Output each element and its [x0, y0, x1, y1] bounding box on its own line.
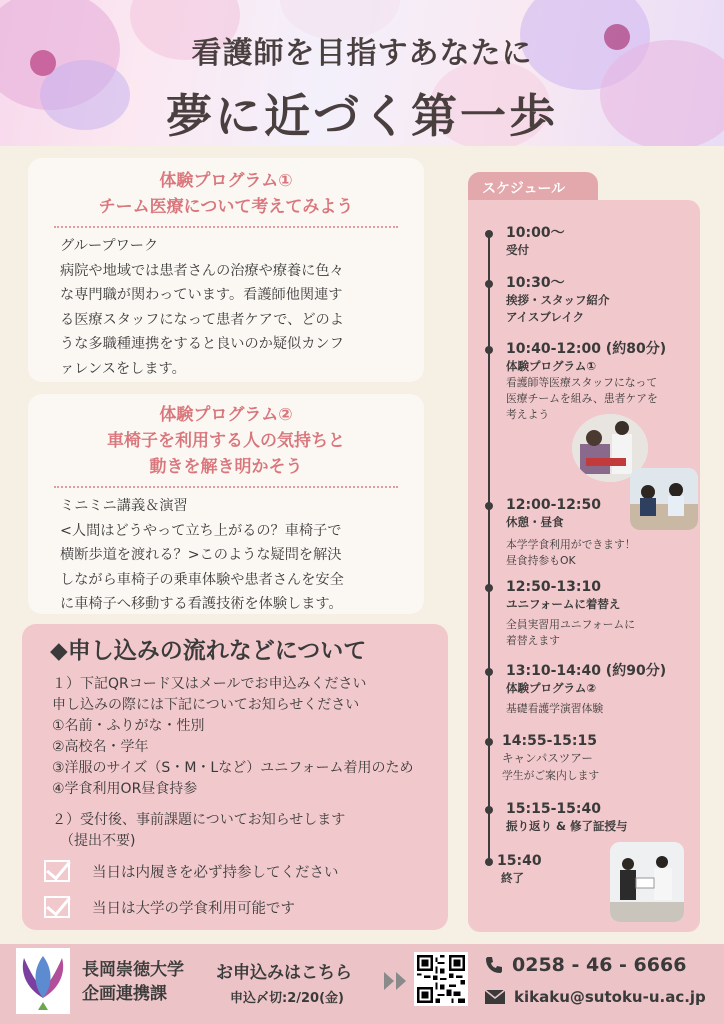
arrow-right-icon	[382, 970, 410, 996]
checkbox-icon	[44, 860, 70, 882]
title-line-1: 看護師を目指すあなたに	[191, 36, 533, 71]
title-line-2: 夢に近づく第一歩	[166, 89, 558, 143]
email-address: kikaku@sutoku-u.ac.jp	[514, 988, 706, 1006]
timeline-line	[488, 234, 490, 864]
schedule-time: 14:55-15:15	[502, 733, 597, 749]
schedule-item	[506, 496, 636, 569]
schedule-item	[506, 340, 666, 423]
header-banner	[0, 0, 724, 146]
schedule-tab: スケジュール	[468, 172, 598, 202]
schedule-desc: 考えよう	[506, 408, 550, 421]
univ-line: 長岡崇徳大学	[82, 960, 184, 980]
email-contact[interactable]	[484, 988, 706, 1006]
apply-line: （提出不要)	[60, 833, 136, 849]
schedule-desc: 昼食持参もOK	[506, 554, 576, 567]
deadline: 申込〆切:2/20(金)	[230, 991, 344, 1006]
body-line: ァレンスをします。	[60, 360, 186, 377]
schedule-time: 10:30～	[506, 275, 565, 291]
body-line: うな多職種連携をすると良いのか疑似カンフ	[60, 336, 344, 352]
body-line: な専門職が関わっています。看護師他関連す	[60, 287, 343, 303]
apply-line: 申し込みの際には下記についてお知らせください	[52, 697, 360, 713]
schedule-label: 体験プログラム②	[506, 681, 597, 695]
footer	[0, 944, 724, 1024]
program1-body	[28, 234, 424, 381]
schedule-desc: 学生がご案内します	[502, 769, 600, 782]
timeline-dot	[485, 502, 493, 510]
apply-here-label: お申込みはこちら	[216, 963, 352, 983]
program2-body	[28, 494, 424, 617]
schedule-desc: キャンパスツアー	[502, 751, 593, 765]
apply-line: １）下記QRコード又はメールでお申込みください	[52, 676, 367, 692]
body-line: 横断歩道を渡れる？>このような疑問を解決	[60, 547, 342, 563]
schedule-desc: 医療チームを組み、患者ケアを	[506, 392, 658, 405]
timeline-dot	[485, 858, 493, 866]
university-name	[82, 958, 184, 1006]
schedule-label: 受付	[506, 243, 529, 257]
check-item-cafeteria	[44, 896, 295, 918]
timeline-dot	[485, 806, 493, 814]
body-line: グループワーク	[60, 238, 159, 254]
timeline-dot	[485, 668, 493, 676]
body-line: しながら車椅子の乗車体験や患者さんを安全	[60, 571, 344, 588]
schedule-desc: 本学学食利用ができます！	[506, 538, 636, 551]
schedule-desc: 看護師等医療スタッフになって	[506, 376, 658, 389]
schedule-label: 振り返り & 修了証授与	[506, 819, 628, 833]
schedule-desc: 全員実習用ユニフォームに	[506, 618, 636, 631]
schedule-label: ユニフォームに着替え	[506, 597, 621, 611]
program1-card	[28, 158, 424, 382]
schedule-item	[506, 224, 565, 259]
program1-title-2: チーム医療について考えてみよう	[98, 197, 354, 217]
program2-title-3: 動きを解き明かそう	[149, 457, 303, 477]
timeline-dot	[485, 738, 493, 746]
schedule-label: アイスブレイク	[506, 310, 585, 324]
schedule-time: 10:00～	[506, 225, 565, 241]
mail-icon	[484, 989, 506, 1005]
program1-title-1: 体験プログラム①	[159, 171, 293, 191]
schedule-time: 15:15-15:40	[506, 801, 601, 817]
schedule-item	[506, 662, 666, 717]
body-line: る医療スタッフになって患者ケアで、どのよ	[60, 311, 344, 328]
checkbox-icon	[44, 896, 70, 918]
apply-line: ①名前・ふりがな・性別	[52, 718, 205, 734]
application-title: ◆申し込みの流れなどについて	[50, 638, 367, 664]
program2-card	[28, 394, 424, 614]
schedule-item	[506, 800, 628, 835]
body-line: 病院や地域では患者さんの治療や療養に色々	[60, 262, 344, 279]
qr-code[interactable]	[414, 952, 468, 1006]
schedule-desc: 着替えます	[506, 634, 560, 647]
phone-contact[interactable]	[484, 954, 686, 976]
check-item-shoes	[44, 860, 339, 882]
schedule-item	[506, 274, 610, 326]
schedule-item	[506, 578, 635, 649]
phone-number: 0258 - 46 - 6666	[512, 954, 687, 976]
timeline-dot	[485, 346, 493, 354]
university-logo	[16, 948, 70, 1014]
body-line: ミニミニ講義＆演習	[60, 498, 188, 514]
check-label: 当日は内履きを必ず持参してください	[92, 864, 339, 881]
timeline-dot	[485, 230, 493, 238]
schedule-time: 13:10-14:40 (約90分)	[506, 663, 667, 679]
schedule-label: 体験プログラム①	[506, 359, 597, 373]
application-section	[22, 624, 448, 930]
schedule-label: 挨拶・スタッフ紹介	[506, 293, 610, 307]
body-line: に車椅子へ移動する看護技術を体験します。	[60, 596, 343, 612]
apply-line: ③洋服のサイズ（S・M・Lなど）ユニフォーム着用のため	[52, 760, 414, 776]
apply-line: ④学食利用OR昼食持参	[52, 781, 198, 797]
schedule-label: 休憩・昼食	[506, 515, 564, 529]
divider	[54, 226, 398, 228]
program2-title-2: 車椅子を利用する人の気持ちと	[107, 431, 345, 451]
timeline-dot	[485, 584, 493, 592]
check-label: 当日は大学の学食利用可能です	[92, 900, 295, 917]
schedule-desc: 基礎看護学演習体験	[506, 702, 604, 715]
page-title	[0, 28, 724, 146]
phone-icon	[484, 955, 504, 975]
body-line: <人間はどうやって立ち上がるの？車椅子で	[60, 522, 342, 539]
schedule-time: 15:40	[497, 853, 542, 869]
photo-lunch	[630, 468, 698, 530]
timeline-dot	[485, 280, 493, 288]
schedule-time: 10:40-12:00 (約80分)	[506, 341, 667, 357]
apply-line: ２）受付後、事前課題についてお知らせします	[52, 812, 346, 828]
univ-line: 企画連携課	[82, 984, 167, 1004]
divider	[54, 486, 398, 488]
schedule-time: 12:00-12:50	[506, 497, 601, 513]
schedule-time: 12:50-13:10	[506, 579, 601, 595]
apply-line: ②高校名・学年	[52, 739, 149, 755]
schedule-item	[502, 732, 599, 784]
schedule-item	[497, 852, 542, 887]
program2-title-1: 体験プログラム②	[159, 405, 293, 425]
photo-certificate	[610, 842, 684, 922]
application-list	[52, 674, 414, 852]
schedule-label: 終了	[501, 871, 524, 885]
